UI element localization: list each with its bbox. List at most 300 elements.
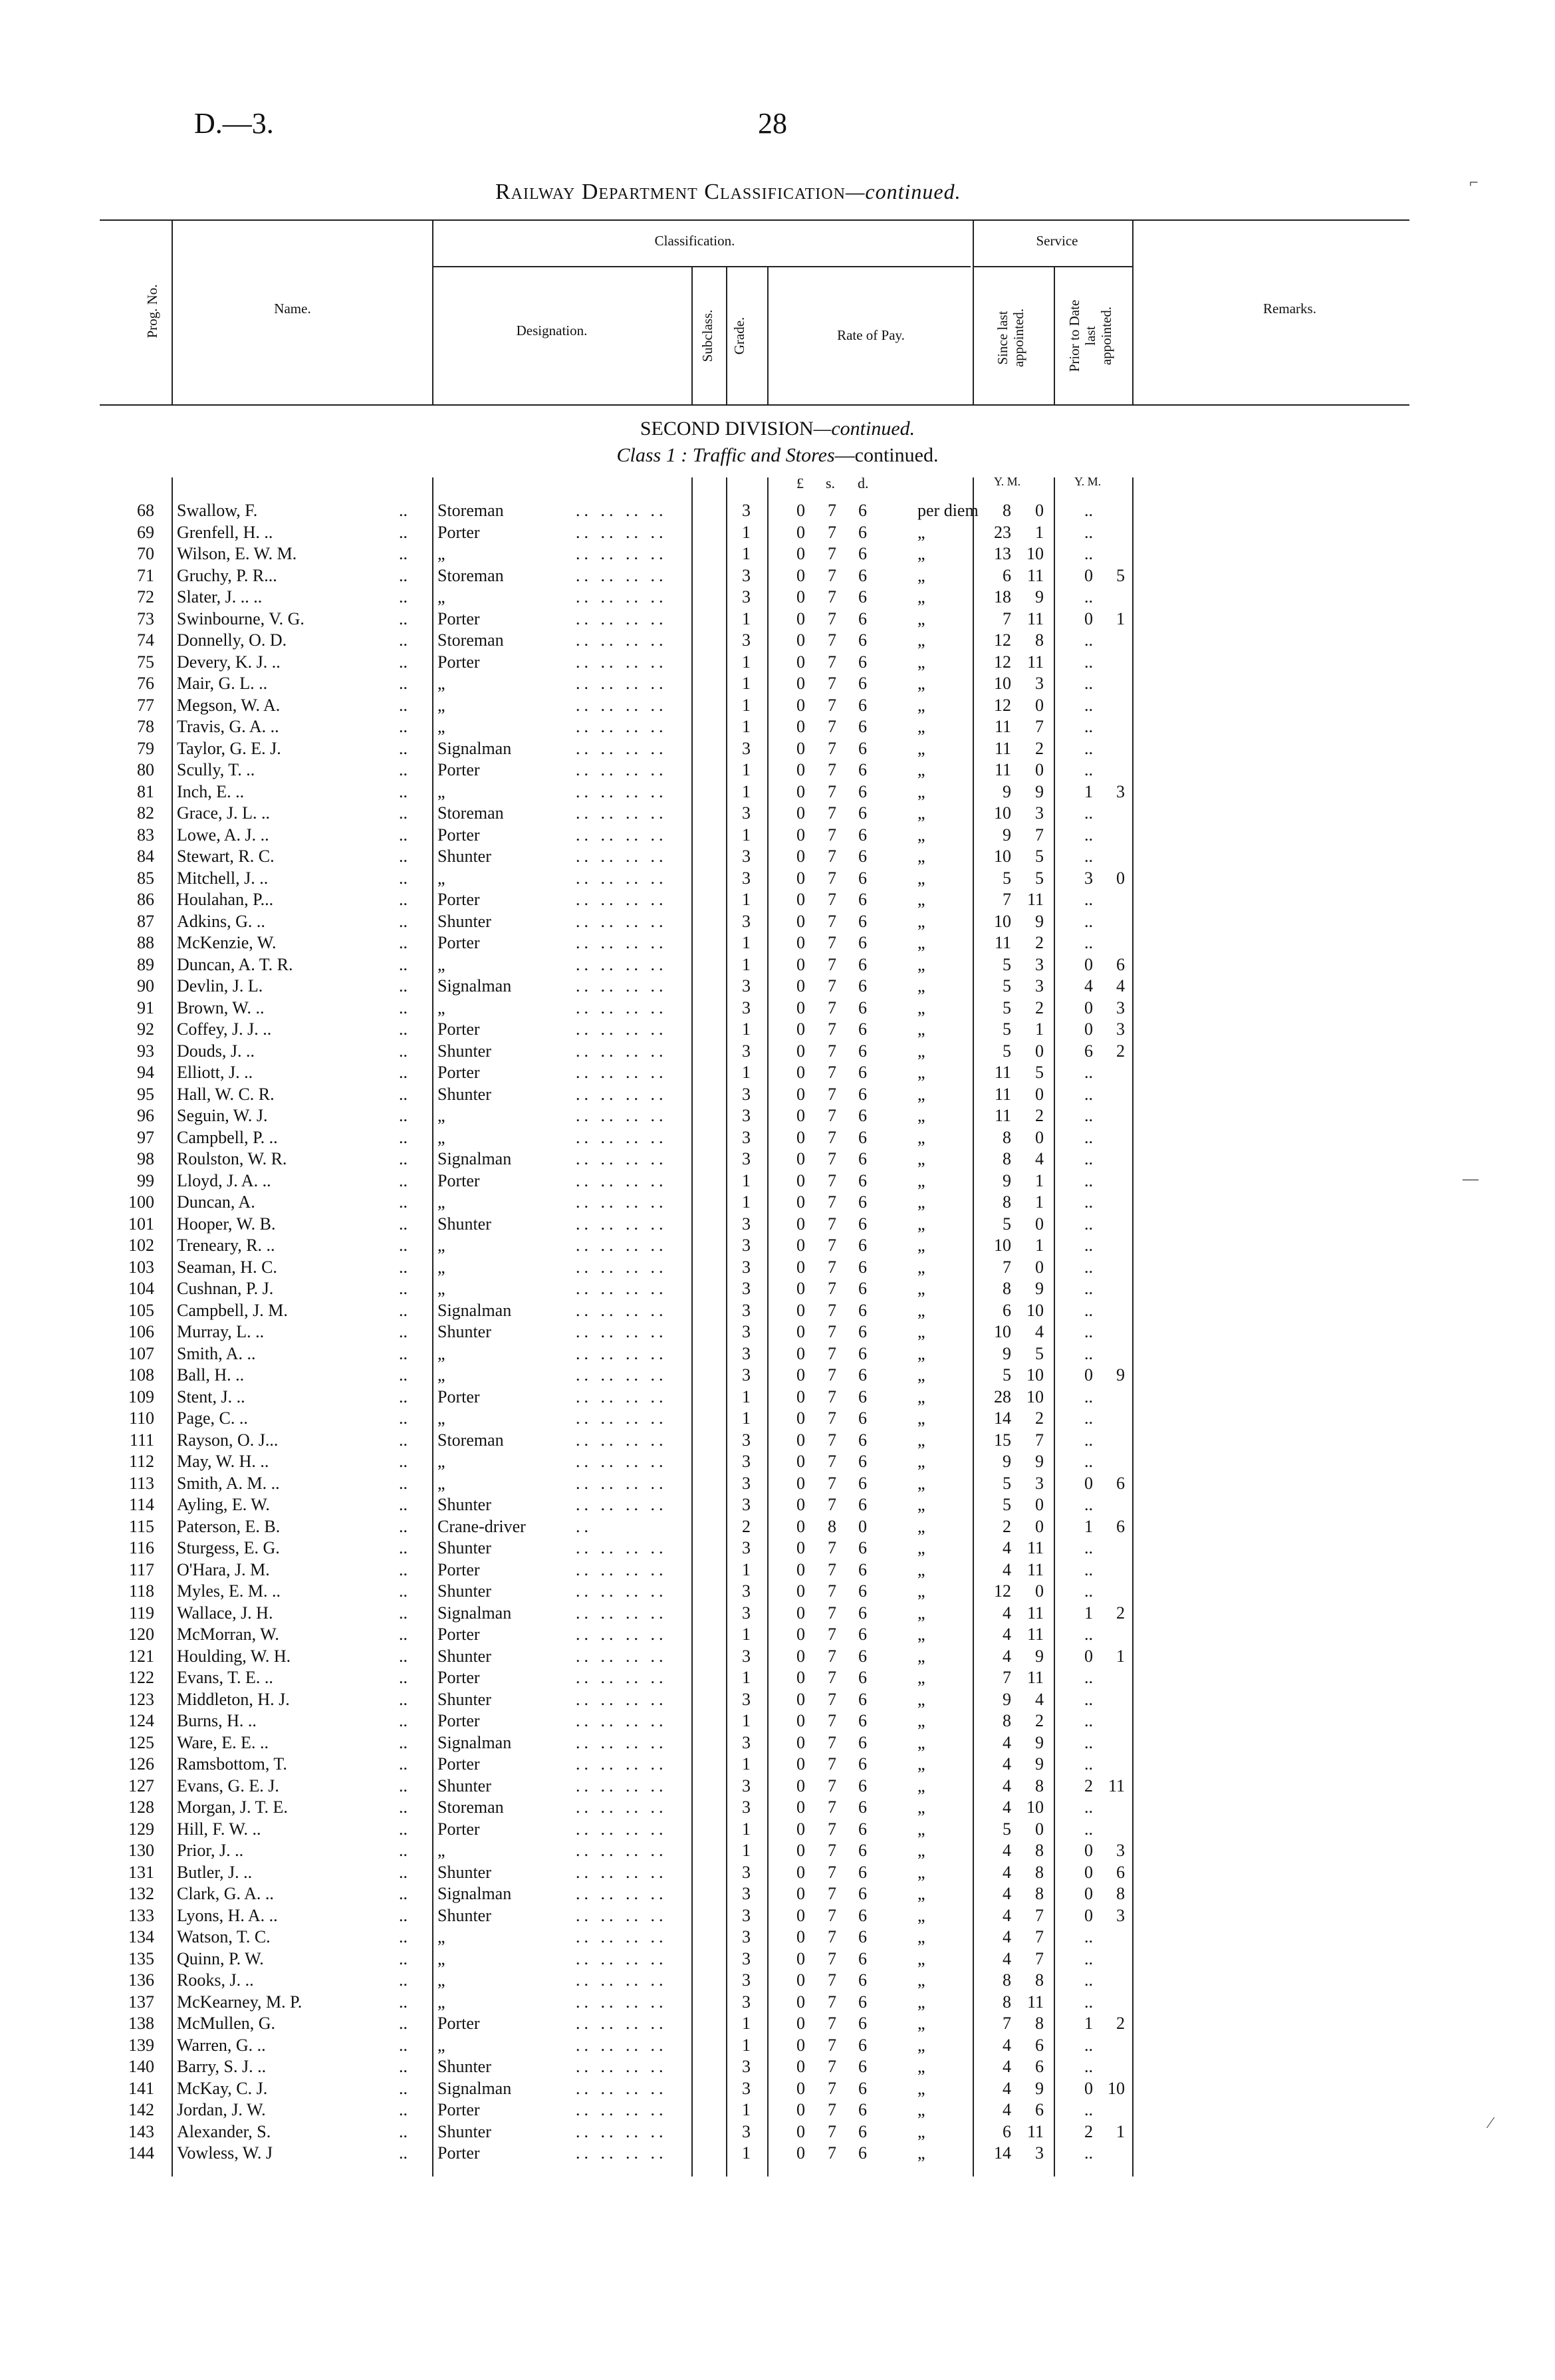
cell-leader-dots: .. (399, 1365, 408, 1385)
cell-name: Hill, F. W. .. (177, 1819, 261, 1839)
cell-pay-pence: 6 (858, 608, 867, 628)
cell-leader-dots: .. .. .. .. (576, 1862, 667, 1882)
cell-pay-period: „ (917, 1452, 925, 1471)
table-row (0, 1430, 1555, 1452)
table-row (0, 1257, 1555, 1279)
cell-pay-shillings: 7 (828, 1041, 836, 1061)
cell-leader-dots: .. (399, 1559, 408, 1579)
cell-pay-period: „ (917, 1322, 925, 1341)
cell-pay-period: „ (917, 890, 925, 909)
cell-service-years: 9 (1003, 1343, 1011, 1363)
cell-grade: 1 (742, 1063, 751, 1082)
table-row (0, 911, 1555, 933)
cell-service-months: 11 (1026, 2121, 1044, 2141)
cell-name: Roulston, W. R. (177, 1149, 287, 1168)
cell-name: Warren, G. .. (177, 2035, 266, 2055)
cell-grade: 3 (742, 1322, 751, 1341)
cell-prior-years: .. (1084, 1559, 1093, 1579)
cell-pay-pence: 6 (858, 1343, 867, 1363)
header-subclass: Subclass. (699, 309, 715, 362)
cell-leader-dots: .. (399, 587, 408, 606)
cell-prog-no: 117 (128, 1559, 154, 1579)
cell-pay-pence: 6 (858, 544, 867, 563)
table-row (0, 1559, 1555, 1581)
cell-leader-dots: .. .. .. .. (576, 1408, 667, 1428)
header-designation: Designation. (516, 323, 588, 338)
table-row (0, 1797, 1555, 1819)
table-row (0, 954, 1555, 976)
cell-designation: Storeman (437, 803, 504, 823)
cell-designation: „ (437, 868, 445, 888)
cell-leader-dots: .. (399, 1668, 408, 1687)
cell-pay-period: „ (917, 717, 925, 736)
table-row (0, 1603, 1555, 1625)
cell-leader-dots: .. (399, 1948, 408, 1968)
table-row (0, 1300, 1555, 1322)
cell-leader-dots: .. (399, 1041, 408, 1061)
cell-grade: 1 (742, 1754, 751, 1774)
cell-leader-dots: .. (399, 1214, 408, 1234)
cell-service-months: 10 (1026, 1387, 1044, 1406)
cell-grade: 1 (742, 674, 751, 693)
cell-leader-dots: .. .. .. .. (576, 847, 667, 866)
cell-grade: 3 (742, 1732, 751, 1752)
cell-service-years: 5 (1003, 1019, 1011, 1039)
table-row (0, 889, 1555, 911)
cell-grade: 3 (742, 1603, 751, 1623)
cell-leader-dots: .. .. .. .. (576, 1581, 667, 1601)
cell-pay-period: „ (917, 1041, 925, 1061)
cell-designation: Porter (437, 1819, 480, 1839)
cell-grade: 3 (742, 997, 751, 1017)
cell-prior-years: .. (1084, 847, 1093, 866)
cell-name: Ware, E. E. .. (177, 1732, 269, 1752)
cell-service-years: 4 (1003, 1797, 1011, 1817)
cell-leader-dots: .. .. .. .. (576, 1538, 667, 1557)
cell-prog-no: 70 (137, 544, 154, 563)
cell-pay-period: „ (917, 2035, 925, 2055)
cell-leader-dots: .. .. .. .. (576, 587, 667, 606)
scan-mark: — (1463, 1170, 1479, 1188)
cell-name: Smith, A. M. .. (177, 1473, 280, 1493)
cell-pay-period: „ (917, 1214, 925, 1234)
cell-name: Swinbourne, V. G. (177, 608, 304, 628)
table-row (0, 846, 1555, 868)
cell-pay-pence: 6 (858, 738, 867, 758)
cell-pay-period: „ (917, 1063, 925, 1082)
table-row (0, 1992, 1555, 2014)
cell-prior-years: .. (1084, 674, 1093, 693)
cell-pay-pounds: 0 (796, 1300, 805, 1320)
cell-leader-dots: .. (399, 738, 408, 758)
cell-service-months: 0 (1035, 501, 1044, 520)
cell-pay-pence: 6 (858, 2143, 867, 2163)
cell-designation: Storeman (437, 630, 504, 650)
table-row (0, 1948, 1555, 1970)
cell-pay-pounds: 0 (796, 1236, 805, 1255)
cell-prog-no: 77 (137, 695, 154, 715)
cell-service-months: 1 (1035, 1236, 1044, 1255)
cell-leader-dots: .. .. .. .. (576, 1236, 667, 1255)
cell-service-years: 8 (1003, 1970, 1011, 1990)
cell-pay-pounds: 0 (796, 976, 805, 995)
cell-service-years: 7 (1003, 608, 1011, 628)
cell-leader-dots: .. (399, 1992, 408, 2012)
cell-pay-shillings: 7 (828, 1581, 836, 1601)
cell-service-years: 8 (1003, 1192, 1011, 1212)
table-row (0, 1170, 1555, 1192)
scan-mark: ⌐ (1469, 174, 1479, 192)
cell-leader-dots: .. (399, 1300, 408, 1320)
cell-name: Ramsbottom, T. (177, 1754, 287, 1774)
cell-service-months: 4 (1035, 1149, 1044, 1168)
cell-designation: „ (437, 954, 445, 974)
cell-service-years: 8 (1003, 1127, 1011, 1147)
cell-name: Devlin, J. L. (177, 976, 263, 995)
cell-pay-shillings: 7 (828, 1127, 836, 1147)
cell-pay-pounds: 0 (796, 738, 805, 758)
cell-designation: Shunter (437, 911, 491, 931)
cell-grade: 1 (742, 1711, 751, 1730)
cell-pay-period: „ (917, 1884, 925, 1903)
cell-prog-no: 136 (128, 1970, 154, 1990)
cell-leader-dots: .. .. .. .. (576, 1841, 667, 1860)
table-row (0, 1084, 1555, 1106)
cell-leader-dots: .. .. .. .. (576, 911, 667, 931)
header-since-last-appointed: Since last appointed. (995, 308, 1026, 368)
cell-grade: 3 (742, 1279, 751, 1298)
cell-service-months: 5 (1035, 868, 1044, 888)
table-row (0, 1883, 1555, 1905)
cell-pay-pence: 6 (858, 890, 867, 909)
cell-designation: Shunter (437, 1041, 491, 1061)
cell-pay-period: „ (917, 954, 925, 974)
cell-prog-no: 131 (128, 1862, 154, 1882)
cell-service-months: 0 (1035, 1581, 1044, 1601)
cell-pay-shillings: 7 (828, 954, 836, 974)
cell-prog-no: 127 (128, 1776, 154, 1795)
cell-pay-pence: 6 (858, 1127, 867, 1147)
cell-prog-no: 81 (137, 781, 154, 801)
cell-prior-months: 3 (1116, 997, 1125, 1017)
cell-prog-no: 138 (128, 2014, 154, 2033)
cell-service-months: 3 (1035, 674, 1044, 693)
cell-name: Donnelly, O. D. (177, 630, 287, 650)
table-row (0, 2099, 1555, 2121)
cell-pay-pounds: 0 (796, 544, 805, 563)
cell-prior-years: 0 (1084, 1365, 1093, 1385)
cell-leader-dots: .. (399, 1127, 408, 1147)
cell-service-months: 7 (1035, 1948, 1044, 1968)
cell-pay-period: „ (917, 608, 925, 628)
table-row (0, 1862, 1555, 1884)
cell-designation: Shunter (437, 2121, 491, 2141)
cell-prior-months: 6 (1116, 954, 1125, 974)
cell-grade: 3 (742, 1992, 751, 2012)
cell-service-months: 10 (1026, 544, 1044, 563)
cell-prior-years: .. (1084, 1387, 1093, 1406)
cell-prior-months: 0 (1116, 868, 1125, 888)
cell-prior-years: .. (1084, 1236, 1093, 1255)
cell-designation: Porter (437, 522, 480, 542)
cell-leader-dots: .. .. .. .. (576, 1754, 667, 1774)
cell-grade: 3 (742, 1300, 751, 1320)
cell-name: Evans, T. E. .. (177, 1668, 273, 1687)
cell-leader-dots: .. .. .. .. (576, 695, 667, 715)
cell-service-years: 5 (1003, 1214, 1011, 1234)
cell-name: Coffey, J. J. .. (177, 1019, 272, 1039)
cell-leader-dots: .. .. .. .. (576, 1192, 667, 1212)
cell-pay-pounds: 0 (796, 1711, 805, 1730)
division-heading (0, 418, 1555, 440)
cell-leader-dots: .. (399, 1387, 408, 1406)
cell-pay-pounds: 0 (796, 1948, 805, 1968)
cell-prior-years: .. (1084, 1970, 1093, 1990)
cell-name: Alexander, S. (177, 2121, 271, 2141)
cell-leader-dots: .. .. .. .. (576, 1019, 667, 1039)
cell-leader-dots: .. .. .. .. (576, 630, 667, 650)
cell-pay-pounds: 0 (796, 1127, 805, 1147)
header-remarks: Remarks. (1263, 301, 1316, 317)
cell-service-years: 11 (994, 717, 1011, 736)
cell-name: Douds, J. .. (177, 1041, 255, 1061)
table-row (0, 2121, 1555, 2143)
cell-pay-period: „ (917, 976, 925, 995)
cell-pay-pounds: 0 (796, 608, 805, 628)
cell-pay-pence: 6 (858, 1019, 867, 1039)
cell-leader-dots: .. (399, 1322, 408, 1341)
cell-prior-years: 0 (1084, 565, 1093, 585)
cell-grade: 1 (742, 2143, 751, 2163)
cell-name: Seaman, H. C. (177, 1257, 277, 1277)
cell-pay-pence: 6 (858, 868, 867, 888)
cell-prog-no: 108 (128, 1365, 154, 1385)
cell-service-years: 4 (1003, 1732, 1011, 1752)
table-row (0, 1387, 1555, 1408)
cell-pay-period: „ (917, 847, 925, 866)
cell-pay-shillings: 7 (828, 501, 836, 520)
cell-designation: „ (437, 1948, 445, 1968)
cell-pay-pounds: 0 (796, 1473, 805, 1493)
cell-name: Campbell, J. M. (177, 1300, 288, 1320)
cell-name: Rayson, O. J... (177, 1430, 279, 1450)
cell-name: McKay, C. J. (177, 2078, 268, 2098)
cell-prior-months: 3 (1116, 1841, 1125, 1860)
table-row (0, 1321, 1555, 1343)
cell-grade: 3 (742, 1905, 751, 1925)
cell-leader-dots: .. .. .. .. (576, 1063, 667, 1082)
cell-name: Rooks, J. .. (177, 1970, 254, 1990)
cell-service-months: 2 (1035, 738, 1044, 758)
cell-name: Travis, G. A. .. (177, 717, 279, 736)
cell-name: Grenfell, H. .. (177, 522, 273, 542)
cell-pay-period: „ (917, 1473, 925, 1493)
cell-pay-shillings: 7 (828, 2121, 836, 2141)
cell-name: Swallow, F. (177, 501, 258, 520)
table-row (0, 1365, 1555, 1387)
col-divider (691, 266, 693, 406)
cell-prog-no: 132 (128, 1884, 154, 1903)
cell-designation: Signalman (437, 2078, 512, 2098)
cell-pay-shillings: 7 (828, 1063, 836, 1082)
cell-leader-dots: .. .. .. .. (576, 2100, 667, 2119)
cell-pay-pence: 6 (858, 1257, 867, 1277)
cell-designation: „ (437, 1279, 445, 1298)
cell-grade: 1 (742, 717, 751, 736)
cell-prog-no: 72 (137, 587, 154, 606)
cell-service-months: 7 (1035, 717, 1044, 736)
cell-leader-dots: .. (399, 1689, 408, 1709)
cell-pay-shillings: 7 (828, 1948, 836, 1968)
cell-service-years: 4 (1003, 1884, 1011, 1903)
cell-leader-dots: .. .. .. .. (576, 2078, 667, 2098)
table-row (0, 1214, 1555, 1236)
cell-name: Adkins, G. .. (177, 911, 265, 931)
cell-prog-no: 143 (128, 2121, 154, 2141)
cell-prior-years: .. (1084, 1668, 1093, 1687)
cell-prog-no: 130 (128, 1841, 154, 1860)
cell-leader-dots: .. .. .. .. (576, 1041, 667, 1061)
cell-prog-no: 144 (128, 2143, 154, 2163)
cell-service-months: 4 (1035, 1689, 1044, 1709)
cell-service-months: 8 (1035, 1884, 1044, 1903)
cell-pay-pence: 6 (858, 847, 867, 866)
cell-pay-period: „ (917, 760, 925, 779)
cell-designation: Porter (437, 760, 480, 779)
header-service: Service (1036, 233, 1078, 249)
cell-leader-dots: .. (399, 1797, 408, 1817)
cell-pay-shillings: 7 (828, 890, 836, 909)
cell-prior-years: .. (1084, 501, 1093, 520)
cell-pay-pounds: 0 (796, 652, 805, 672)
cell-grade: 1 (742, 1819, 751, 1839)
cell-grade: 1 (742, 695, 751, 715)
cell-pay-pence: 6 (858, 1581, 867, 1601)
cell-pay-pence: 6 (858, 630, 867, 650)
cell-pay-period: „ (917, 1430, 925, 1450)
cell-leader-dots: .. (399, 674, 408, 693)
cell-name: Duncan, A. T. R. (177, 954, 293, 974)
title-continued: —continued. (845, 180, 961, 203)
cell-service-months: 0 (1035, 1127, 1044, 1147)
cell-prog-no: 120 (128, 1625, 154, 1644)
cell-pay-shillings: 7 (828, 2035, 836, 2055)
cell-service-months: 9 (1035, 1452, 1044, 1471)
cell-pay-shillings: 7 (828, 1884, 836, 1903)
table-row (0, 1127, 1555, 1149)
cell-prior-months: 1 (1116, 608, 1125, 628)
cell-designation: „ (437, 1841, 445, 1860)
col-divider (172, 219, 173, 406)
cell-prior-months: 6 (1116, 1516, 1125, 1536)
cell-service-years: 13 (994, 544, 1011, 563)
cell-pay-pence: 6 (858, 1862, 867, 1882)
cell-designation: Shunter (437, 1905, 491, 1925)
cell-designation: Porter (437, 1387, 480, 1406)
cell-prior-years: .. (1084, 760, 1093, 779)
cell-service-months: 1 (1035, 1019, 1044, 1039)
cell-service-months: 8 (1035, 1776, 1044, 1795)
cell-grade: 3 (742, 976, 751, 995)
cell-leader-dots: .. (399, 2035, 408, 2055)
cell-pay-pounds: 0 (796, 1797, 805, 1817)
cell-designation: „ (437, 674, 445, 693)
cell-pay-pence: 6 (858, 825, 867, 845)
cell-prior-months: 5 (1116, 565, 1125, 585)
table-row (0, 1192, 1555, 1214)
cell-name: Mitchell, J. .. (177, 868, 269, 888)
cell-pay-period: „ (917, 1603, 925, 1623)
cell-leader-dots: .. (399, 2100, 408, 2119)
cell-grade: 2 (742, 1516, 751, 1536)
cell-grade: 3 (742, 1430, 751, 1450)
cell-leader-dots: .. (399, 1646, 408, 1666)
cell-pay-pence: 6 (858, 1603, 867, 1623)
cell-designation: Shunter (437, 1084, 491, 1104)
cell-leader-dots: .. .. .. .. (576, 1884, 667, 1903)
cell-service-months: 9 (1035, 1732, 1044, 1752)
cell-leader-dots: .. (399, 501, 408, 520)
cell-prior-years: .. (1084, 695, 1093, 715)
cell-name: Inch, E. .. (177, 781, 245, 801)
classification-rule (432, 266, 971, 267)
cell-prior-years: 4 (1084, 976, 1093, 995)
cell-name: Page, C. .. (177, 1408, 248, 1428)
table-row (0, 1062, 1555, 1084)
cell-leader-dots: .. .. .. .. (576, 1322, 667, 1341)
cell-designation: „ (437, 1473, 445, 1493)
cell-pay-pence: 6 (858, 717, 867, 736)
cell-grade: 3 (742, 1343, 751, 1363)
cell-grade: 3 (742, 1970, 751, 1990)
table-row (0, 2035, 1555, 2057)
cell-designation: Storeman (437, 1430, 504, 1450)
cell-pay-pounds: 0 (796, 501, 805, 520)
cell-service-years: 4 (1003, 1538, 1011, 1557)
cell-designation: Signalman (437, 738, 512, 758)
cell-grade: 3 (742, 2057, 751, 2076)
cell-grade: 1 (742, 760, 751, 779)
cell-service-months: 0 (1035, 1516, 1044, 1536)
cell-prog-no: 98 (137, 1149, 154, 1168)
cell-grade: 3 (742, 565, 751, 585)
cell-prog-no: 111 (129, 1430, 154, 1450)
title-main: Railway Department Classification (495, 180, 846, 204)
cell-service-years: 4 (1003, 1646, 1011, 1666)
cell-pay-pounds: 0 (796, 997, 805, 1017)
cell-name: Scully, T. .. (177, 760, 255, 779)
cell-grade: 1 (742, 890, 751, 909)
cell-grade: 3 (742, 630, 751, 650)
cell-pay-period: „ (917, 825, 925, 845)
cell-name: Elliott, J. .. (177, 1063, 253, 1082)
cell-service-months: 2 (1035, 1106, 1044, 1125)
cell-leader-dots: .. .. .. .. (576, 1149, 667, 1168)
cell-pay-period: „ (917, 1149, 925, 1168)
cell-leader-dots: .. (399, 868, 408, 888)
cell-service-years: 8 (1003, 1711, 1011, 1730)
cell-grade: 1 (742, 1841, 751, 1860)
cell-pay-pence: 6 (858, 1538, 867, 1557)
cell-designation: Shunter (437, 1776, 491, 1795)
table-row (0, 608, 1555, 630)
cell-prior-years: 0 (1084, 1884, 1093, 1903)
cell-pay-pounds: 0 (796, 1538, 805, 1557)
cell-leader-dots: .. .. .. .. (576, 1819, 667, 1839)
table-row (0, 1624, 1555, 1646)
cell-prior-years: .. (1084, 1732, 1093, 1752)
cell-leader-dots: .. (399, 847, 408, 866)
